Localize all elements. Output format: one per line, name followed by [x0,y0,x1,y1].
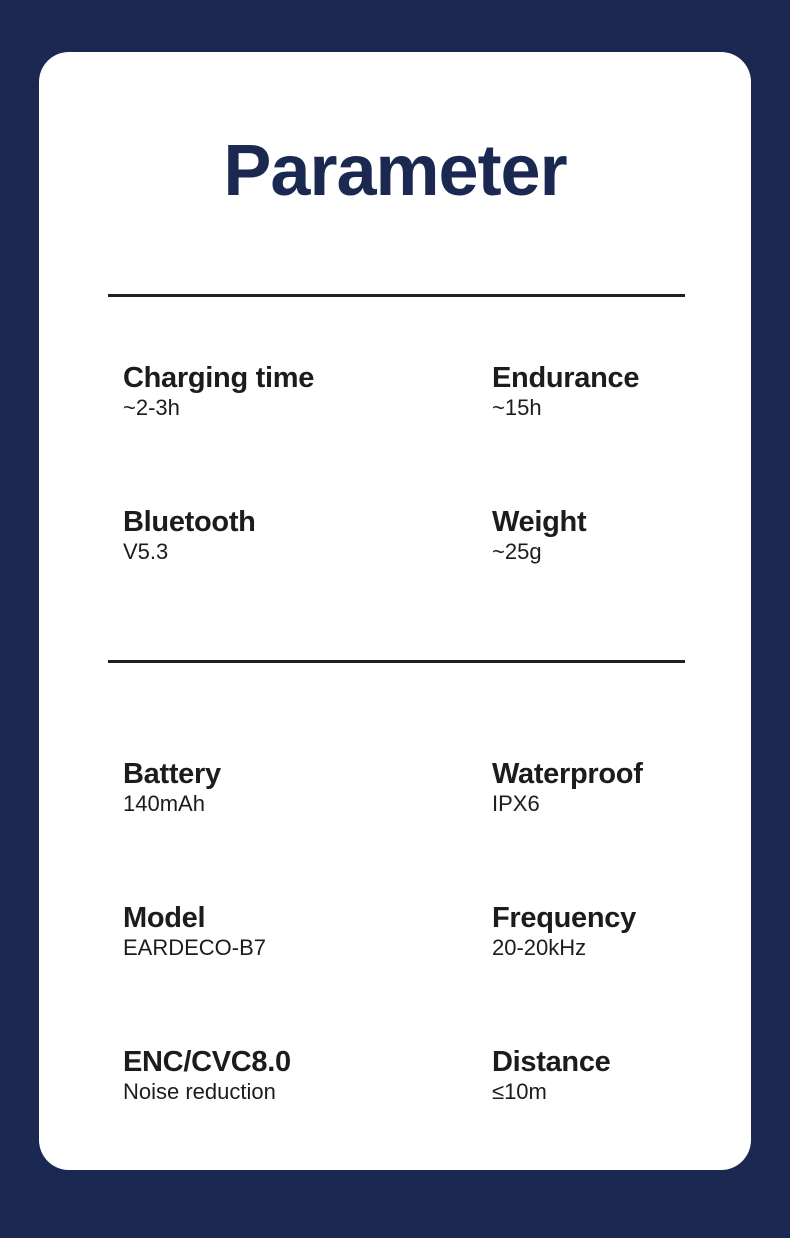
param-enc-cvc [123,1046,383,1105]
param-label: Charging time [123,362,315,394]
param-value: ~15h [492,395,542,420]
param-frequency [492,902,752,961]
param-label: Distance [492,1046,611,1078]
param-label: Bluetooth [123,506,256,538]
param-value: 140mAh [123,791,205,816]
param-value: EARDECO-B7 [123,935,267,960]
param-battery [123,758,383,817]
param-value: V5.3 [123,539,169,564]
param-distance [492,1046,752,1105]
param-label: Frequency [492,902,636,934]
param-label: Model [123,902,206,934]
param-endurance [492,362,752,421]
param-bluetooth [123,506,383,565]
param-value: ~25g [492,539,542,564]
param-charging-time [123,362,383,421]
divider-middle [108,660,685,663]
param-label: Battery [123,758,221,790]
param-value: 20-20kHz [492,935,587,960]
param-waterproof [492,758,752,817]
param-label: ENC/CVC8.0 [123,1046,291,1078]
param-value: IPX6 [492,791,540,816]
parameter-card [39,52,751,1170]
page-title: Parameter [223,131,567,211]
param-label: Weight [492,506,587,538]
param-label: Endurance [492,362,640,394]
param-value: Noise reduction [123,1079,276,1104]
divider-top [108,294,685,297]
param-weight [492,506,752,565]
param-label: Waterproof [492,758,643,790]
param-value: ~2-3h [123,395,180,420]
param-model [123,902,383,961]
param-value: ≤10m [492,1079,547,1104]
